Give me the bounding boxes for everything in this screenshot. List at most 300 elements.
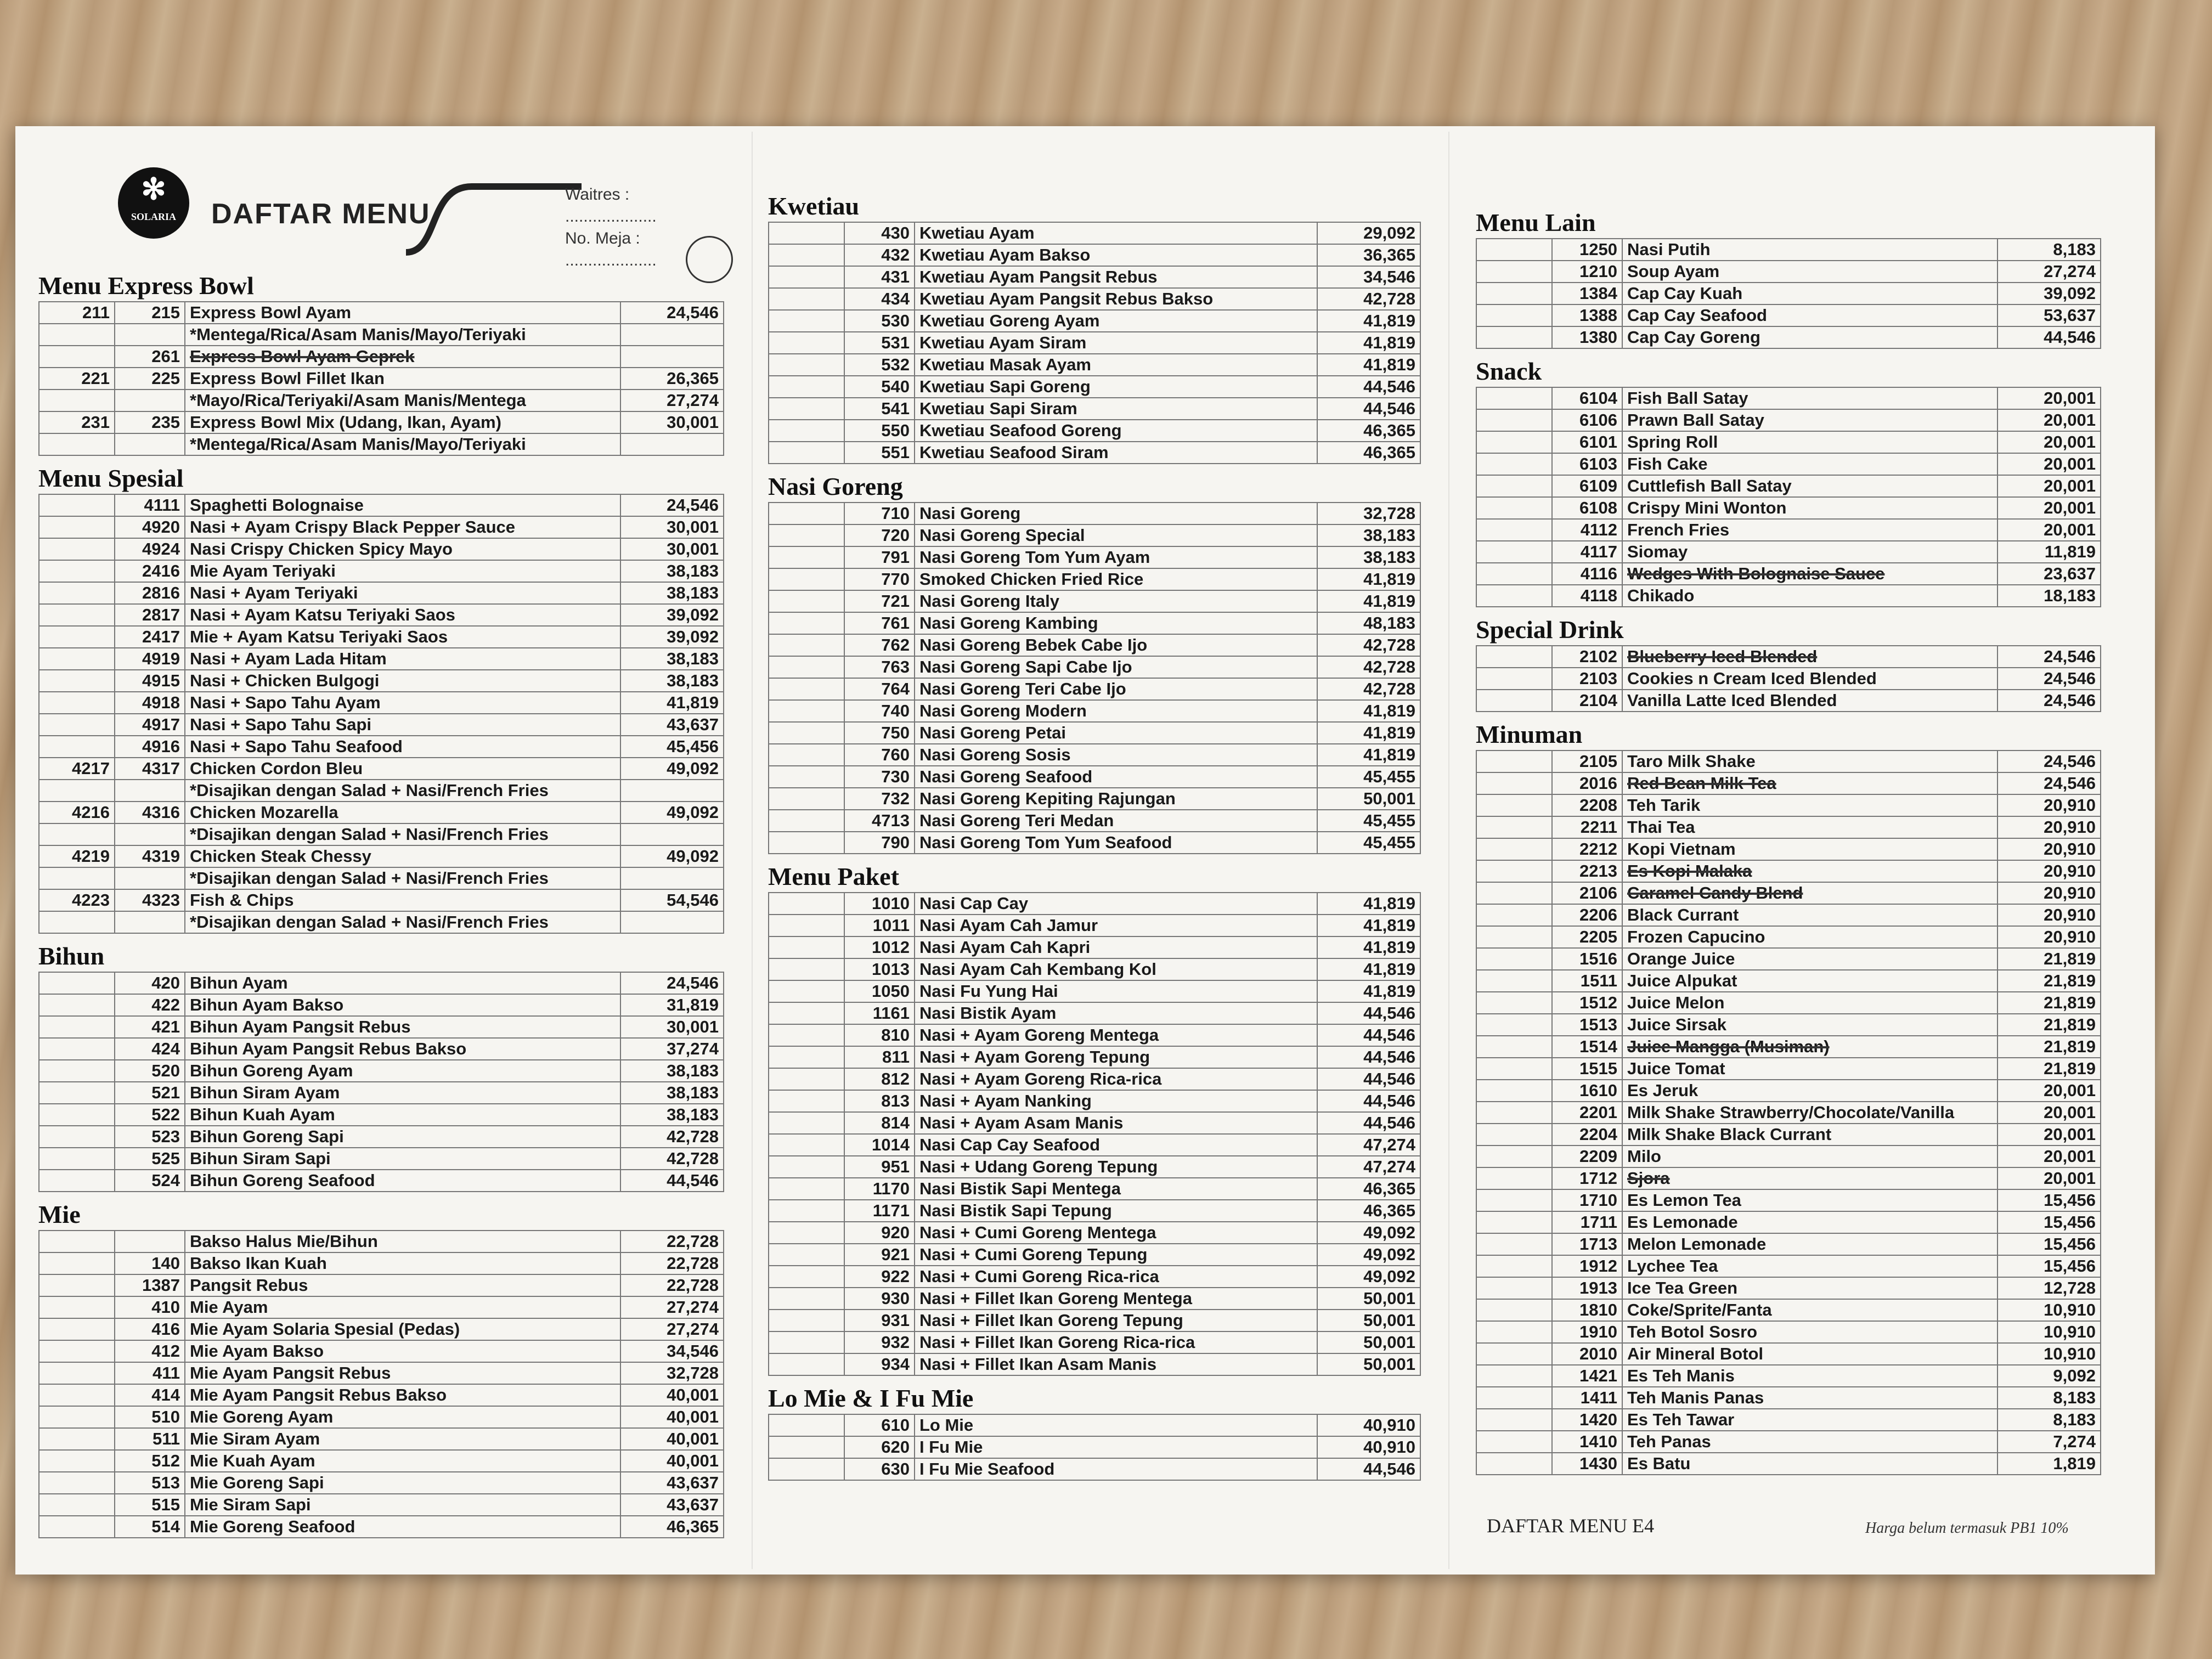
item-code: 4713 [844, 810, 915, 832]
item-price: 40,001 [620, 1406, 724, 1428]
item-price: 44,546 [1317, 1090, 1420, 1112]
section-title: Menu Express Bowl [38, 272, 254, 300]
item-code: 261 [115, 346, 185, 368]
item-name: Chicken Cordon Bleu [185, 758, 620, 780]
item-price: 49,092 [1317, 1244, 1420, 1266]
decorative-wave-icon [406, 176, 582, 258]
item-name: Pangsit Rebus [185, 1274, 620, 1296]
item-name: Frozen Capucino [1622, 926, 1997, 948]
item-price: 15,456 [1997, 1211, 2101, 1233]
item-code: 225 [115, 368, 185, 390]
item-code: 515 [115, 1494, 185, 1516]
menu-row [39, 494, 724, 516]
menu-row [1476, 497, 2101, 519]
item-code: 431 [844, 266, 915, 288]
section-lo-mie [768, 1384, 1421, 1481]
menu-row [769, 376, 1420, 398]
item-price: 34,546 [1317, 266, 1420, 288]
empty-cell [769, 1353, 844, 1375]
item-name: Nasi + Fillet Ikan Goreng Mentega [915, 1288, 1317, 1310]
empty-cell [769, 1112, 844, 1134]
item-name: Juice Alpukat [1622, 970, 1997, 992]
empty-cell [1476, 387, 1552, 409]
menu-row [1476, 261, 2101, 283]
item-price: 7,274 [1997, 1431, 2101, 1453]
item-name: Nasi Fu Yung Hai [915, 980, 1317, 1002]
item-price: 38,183 [620, 1060, 724, 1082]
section-minuman [1476, 720, 2101, 1475]
item-name: Kwetiau Goreng Ayam [915, 310, 1317, 332]
empty-cell [1476, 563, 1552, 585]
item-name: Vanilla Latte Iced Blended [1622, 690, 1997, 712]
menu-row [769, 310, 1420, 332]
item-code-alt [39, 1126, 115, 1148]
menu-row [1476, 970, 2101, 992]
menu-row [1476, 519, 2101, 541]
item-code: 1014 [844, 1134, 915, 1156]
menu-row [39, 1472, 724, 1494]
item-code: 540 [844, 376, 915, 398]
item-name: Nasi + Fillet Ikan Goreng Tepung [915, 1310, 1317, 1331]
item-price: 49,092 [1317, 1266, 1420, 1288]
item-name: Milk Shake Strawberry/Chocolate/Vanilla [1622, 1102, 1997, 1124]
empty-cell [39, 324, 115, 346]
item-code-alt [39, 516, 115, 538]
item-price: 43,637 [620, 1472, 724, 1494]
menu-row [1476, 585, 2101, 607]
item-note: *Disajikan dengan Salad + Nasi/French Fries [185, 911, 620, 933]
item-code: 1210 [1552, 261, 1622, 283]
section-title: Snack [1476, 357, 1542, 385]
section-title: Menu Paket [768, 862, 899, 890]
item-price: 41,819 [1317, 744, 1420, 766]
item-code [115, 1231, 185, 1252]
item-name: Nasi Goreng Sosis [915, 744, 1317, 766]
menu-row [1476, 1299, 2101, 1321]
item-name: Bihun Goreng Ayam [185, 1060, 620, 1082]
menu-row [1476, 1058, 2101, 1080]
solaria-logo [118, 167, 189, 239]
empty-cell [1476, 431, 1552, 453]
item-code: 1161 [844, 1002, 915, 1024]
item-code: 1711 [1552, 1211, 1622, 1233]
item-code-alt [39, 626, 115, 648]
item-name: Fish & Chips [185, 889, 620, 911]
item-name: Nasi + Cumi Goreng Rica-rica [915, 1266, 1317, 1288]
empty-cell [769, 810, 844, 832]
empty-cell [769, 244, 844, 266]
item-name: Teh Tarik [1622, 794, 1997, 816]
item-code: 2209 [1552, 1146, 1622, 1167]
item-code: 215 [115, 302, 185, 324]
empty-cell [1476, 816, 1552, 838]
item-code: 710 [844, 503, 915, 524]
item-name: Bakso Ikan Kuah [185, 1252, 620, 1274]
item-price: 34,546 [620, 1340, 724, 1362]
item-name: Teh Botol Sosro [1622, 1321, 1997, 1343]
empty-cell [1476, 948, 1552, 970]
item-price: 50,001 [1317, 1331, 1420, 1353]
item-price: 45,456 [620, 736, 724, 758]
item-code-alt [39, 1472, 115, 1494]
item-price: 36,365 [1317, 244, 1420, 266]
menu-row [769, 1436, 1420, 1458]
item-price: 43,637 [620, 714, 724, 736]
empty-cell [769, 788, 844, 810]
item-name: Nasi Goreng Bebek Cabe Ijo [915, 634, 1317, 656]
empty-cell [769, 1266, 844, 1288]
item-price: 24,546 [1997, 772, 2101, 794]
item-price: 23,637 [1997, 563, 2101, 585]
item-code: 4316 [115, 802, 185, 823]
empty-cell [1476, 794, 1552, 816]
item-code-alt [39, 1384, 115, 1406]
item-name: Kwetiau Ayam Siram [915, 332, 1317, 354]
item-name: Bihun Ayam [185, 972, 620, 994]
item-note: *Disajikan dengan Salad + Nasi/French Fries [185, 823, 620, 845]
empty-cell [1476, 585, 1552, 607]
empty-cell [115, 780, 185, 802]
menu-row [1476, 1167, 2101, 1189]
item-name: Melon Lemonade [1622, 1233, 1997, 1255]
menu-row [1476, 1277, 2101, 1299]
item-code: 416 [115, 1318, 185, 1340]
item-price: 30,001 [620, 411, 724, 433]
item-name: Nasi + Fillet Ikan Asam Manis [915, 1353, 1317, 1375]
item-name: Kwetiau Ayam Pangsit Rebus [915, 266, 1317, 288]
menu-note-row [39, 324, 724, 346]
item-name: Es Teh Tawar [1622, 1409, 1997, 1431]
menu-row [769, 332, 1420, 354]
item-name: Es Lemonade [1622, 1211, 1997, 1233]
item-code: 762 [844, 634, 915, 656]
empty-cell [39, 911, 115, 933]
item-code: 4112 [1552, 519, 1622, 541]
section-title: Kwetiau [768, 192, 860, 220]
item-name: French Fries [1622, 519, 1997, 541]
item-code: 922 [844, 1266, 915, 1288]
section-express-bowl [38, 271, 724, 456]
menu-row [39, 1126, 724, 1148]
item-name: Bihun Goreng Sapi [185, 1126, 620, 1148]
item-name: Chicken Mozarella [185, 802, 620, 823]
item-code: 740 [844, 700, 915, 722]
empty-cell [1476, 239, 1552, 261]
item-code-alt: 4223 [39, 889, 115, 911]
empty-cell [115, 390, 185, 411]
empty-cell [1476, 1211, 1552, 1233]
item-note: *Disajikan dengan Salad + Nasi/French Fries [185, 867, 620, 889]
item-code: 1388 [1552, 304, 1622, 326]
item-price: 45,455 [1317, 832, 1420, 854]
item-name: Es Teh Manis [1622, 1365, 1997, 1387]
item-code: 4111 [115, 494, 185, 516]
item-code: 522 [115, 1104, 185, 1126]
empty-cell [1476, 541, 1552, 563]
item-price: 22,728 [620, 1274, 724, 1296]
empty-cell [1476, 1014, 1552, 1036]
item-name: Express Bowl Ayam Geprek [185, 346, 620, 368]
menu-row [1476, 283, 2101, 304]
menu-row [39, 1060, 724, 1082]
item-price: 37,274 [620, 1038, 724, 1060]
item-name: Nasi Goreng Seafood [915, 766, 1317, 788]
item-price: 24,546 [1997, 668, 2101, 690]
item-code: 420 [115, 972, 185, 994]
item-code: 1012 [844, 936, 915, 958]
item-name: Wedges With Bolognaise Sauce [1622, 563, 1997, 585]
item-name: Teh Panas [1622, 1431, 1997, 1453]
item-name: Juice Sirsak [1622, 1014, 1997, 1036]
item-code: 2204 [1552, 1124, 1622, 1146]
section-mie [38, 1200, 724, 1538]
section-kwetiau [768, 191, 1421, 464]
empty-cell [1476, 1233, 1552, 1255]
item-code: 810 [844, 1024, 915, 1046]
menu-row [769, 810, 1420, 832]
item-name: Nasi Ayam Cah Jamur [915, 915, 1317, 936]
item-name: Express Bowl Fillet Ikan [185, 368, 620, 390]
item-price: 53,637 [1997, 304, 2101, 326]
item-code-alt [39, 1231, 115, 1252]
item-price: 20,910 [1997, 838, 2101, 860]
item-code: 510 [115, 1406, 185, 1428]
item-name: Mie Kuah Ayam [185, 1450, 620, 1472]
menu-row [769, 1200, 1420, 1222]
item-code-alt: 231 [39, 411, 115, 433]
item-code: 763 [844, 656, 915, 678]
empty-cell [769, 1288, 844, 1310]
menu-row [1476, 475, 2101, 497]
item-name: Nasi Bistik Ayam [915, 1002, 1317, 1024]
menu-row [1476, 1036, 2101, 1058]
item-name: Juice Melon [1622, 992, 1997, 1014]
item-code-alt [39, 972, 115, 994]
item-code: 523 [115, 1126, 185, 1148]
menu-row [39, 302, 724, 324]
item-price: 31,819 [620, 994, 724, 1016]
menu-row [1476, 1409, 2101, 1431]
item-price: 40,910 [1317, 1414, 1420, 1436]
empty-cell [1476, 1036, 1552, 1058]
menu-row [39, 1406, 724, 1428]
item-price: 41,819 [1317, 332, 1420, 354]
item-name: Lo Mie [915, 1414, 1317, 1436]
empty-cell [769, 1200, 844, 1222]
item-code-alt [39, 1296, 115, 1318]
menu-row [1476, 1431, 2101, 1453]
menu-row [1476, 1146, 2101, 1167]
item-code-alt [39, 1148, 115, 1170]
empty-cell [1476, 1189, 1552, 1211]
empty-cell [1476, 261, 1552, 283]
empty-cell [39, 780, 115, 802]
item-name: Nasi Ayam Cah Kapri [915, 936, 1317, 958]
empty-cell [769, 332, 844, 354]
menu-row [1476, 860, 2101, 882]
menu-row [39, 538, 724, 560]
item-name: Nasi Bistik Sapi Mentega [915, 1178, 1317, 1200]
item-price: 42,728 [1317, 288, 1420, 310]
item-name: Nasi + Sapo Tahu Seafood [185, 736, 620, 758]
item-code: 6106 [1552, 409, 1622, 431]
menu-table [768, 502, 1421, 854]
item-code: 6101 [1552, 431, 1622, 453]
menu-row [39, 648, 724, 670]
item-code: 1712 [1552, 1167, 1622, 1189]
item-price: 21,819 [1997, 1014, 2101, 1036]
item-name: Nasi Goreng Tom Yum Ayam [915, 546, 1317, 568]
item-code-alt [39, 604, 115, 626]
item-code-alt [39, 1406, 115, 1428]
empty-cell [769, 832, 844, 854]
menu-row [39, 845, 724, 867]
empty-cell [1476, 1124, 1552, 1146]
item-price: 10,910 [1997, 1343, 2101, 1365]
menu-row [769, 1458, 1420, 1480]
item-price: 38,183 [620, 582, 724, 604]
empty-cell [1476, 1299, 1552, 1321]
menu-table [1476, 750, 2101, 1475]
item-code: 1430 [1552, 1453, 1622, 1475]
item-name: Nasi + Ayam Lada Hitam [185, 648, 620, 670]
menu-row [1476, 1387, 2101, 1409]
menu-row [1476, 304, 2101, 326]
item-name: Mie Ayam Pangsit Rebus [185, 1362, 620, 1384]
item-name: Nasi Goreng Teri Cabe Ijo [915, 678, 1317, 700]
item-price: 32,728 [620, 1362, 724, 1384]
item-price: 38,183 [620, 1104, 724, 1126]
item-price: 29,092 [1317, 222, 1420, 244]
item-code: 525 [115, 1148, 185, 1170]
item-code: 432 [844, 244, 915, 266]
item-price: 21,819 [1997, 1036, 2101, 1058]
menu-row [769, 1156, 1420, 1178]
menu-row [1476, 431, 2101, 453]
menu-row [769, 678, 1420, 700]
item-name: Fish Cake [1622, 453, 1997, 475]
empty-cell [769, 310, 844, 332]
menu-row [39, 1450, 724, 1472]
menu-row [1476, 541, 2101, 563]
menu-table [768, 1414, 1421, 1481]
item-code: 521 [115, 1082, 185, 1104]
menu-row [39, 604, 724, 626]
empty-cell [1476, 970, 1552, 992]
menu-row [769, 980, 1420, 1002]
menu-row [769, 1266, 1420, 1288]
item-price: 32,728 [1317, 503, 1420, 524]
fold-line [752, 132, 753, 1569]
item-name: Lychee Tea [1622, 1255, 1997, 1277]
menu-row [39, 1274, 724, 1296]
waitres-label: Waitres : .................... [565, 185, 657, 225]
empty-cell [769, 744, 844, 766]
item-code: 1050 [844, 980, 915, 1002]
item-name: Kwetiau Ayam Pangsit Rebus Bakso [915, 288, 1317, 310]
item-name: Sjora [1622, 1167, 1997, 1189]
item-price: 20,910 [1997, 882, 2101, 904]
menu-row [39, 411, 724, 433]
menu-row [769, 288, 1420, 310]
menu-row [1476, 838, 2101, 860]
menu-row [39, 1104, 724, 1126]
item-name: Nasi + Sapo Tahu Ayam [185, 692, 620, 714]
item-price: 38,183 [620, 648, 724, 670]
item-price [620, 346, 724, 368]
item-price: 47,274 [1317, 1134, 1420, 1156]
item-code-alt [39, 736, 115, 758]
item-price: 27,274 [1997, 261, 2101, 283]
item-name: Air Mineral Botol [1622, 1343, 1997, 1365]
item-code: 1515 [1552, 1058, 1622, 1080]
item-price: 20,910 [1997, 860, 2101, 882]
menu-row [39, 1362, 724, 1384]
item-price: 44,546 [1317, 398, 1420, 420]
item-name: Mie Goreng Sapi [185, 1472, 620, 1494]
item-price: 10,910 [1997, 1321, 2101, 1343]
item-code-alt [39, 1428, 115, 1450]
empty-cell [769, 678, 844, 700]
item-price: 24,546 [620, 302, 724, 324]
menu-row [769, 700, 1420, 722]
item-code: 434 [844, 288, 915, 310]
item-name: Es Lemon Tea [1622, 1189, 1997, 1211]
menu-note-row [39, 780, 724, 802]
item-note: *Mentega/Rica/Asam Manis/Mayo/Teriyaki [185, 433, 620, 455]
item-price: 39,092 [620, 604, 724, 626]
item-code-alt [39, 1362, 115, 1384]
menu-note-row [39, 911, 724, 933]
empty-cell [769, 398, 844, 420]
item-code: 511 [115, 1428, 185, 1450]
menu-row [769, 420, 1420, 442]
item-price: 41,819 [1317, 936, 1420, 958]
empty-cell [1476, 1365, 1552, 1387]
empty-cell [769, 266, 844, 288]
footer-code: DAFTAR MENU E4 [1487, 1515, 1655, 1537]
empty-cell [769, 980, 844, 1002]
menu-table [768, 222, 1421, 464]
empty-cell [1476, 1146, 1552, 1167]
menu-row [39, 758, 724, 780]
empty-cell [1476, 409, 1552, 431]
section-menu-spesial [38, 464, 724, 934]
item-name: Mie Ayam [185, 1296, 620, 1318]
item-name: Nasi Goreng Sapi Cabe Ijo [915, 656, 1317, 678]
empty-cell [1476, 1409, 1552, 1431]
item-price: 11,819 [1997, 541, 2101, 563]
empty-cell [1476, 1277, 1552, 1299]
item-price: 21,819 [1997, 948, 2101, 970]
item-name: Caramel Candy Blend [1622, 882, 1997, 904]
item-name: Milo [1622, 1146, 1997, 1167]
menu-row [39, 346, 724, 368]
item-name: Red Bean Milk Tea [1622, 772, 1997, 794]
menu-row [1476, 326, 2101, 348]
item-code-alt [39, 994, 115, 1016]
item-price: 41,819 [1317, 590, 1420, 612]
empty-cell [39, 867, 115, 889]
item-code: 813 [844, 1090, 915, 1112]
item-code: 1421 [1552, 1365, 1622, 1387]
menu-row [1476, 1211, 2101, 1233]
empty-cell [1476, 283, 1552, 304]
item-code: 1910 [1552, 1321, 1622, 1343]
item-name: Kwetiau Sapi Goreng [915, 376, 1317, 398]
item-code: 791 [844, 546, 915, 568]
item-name: Bihun Siram Sapi [185, 1148, 620, 1170]
